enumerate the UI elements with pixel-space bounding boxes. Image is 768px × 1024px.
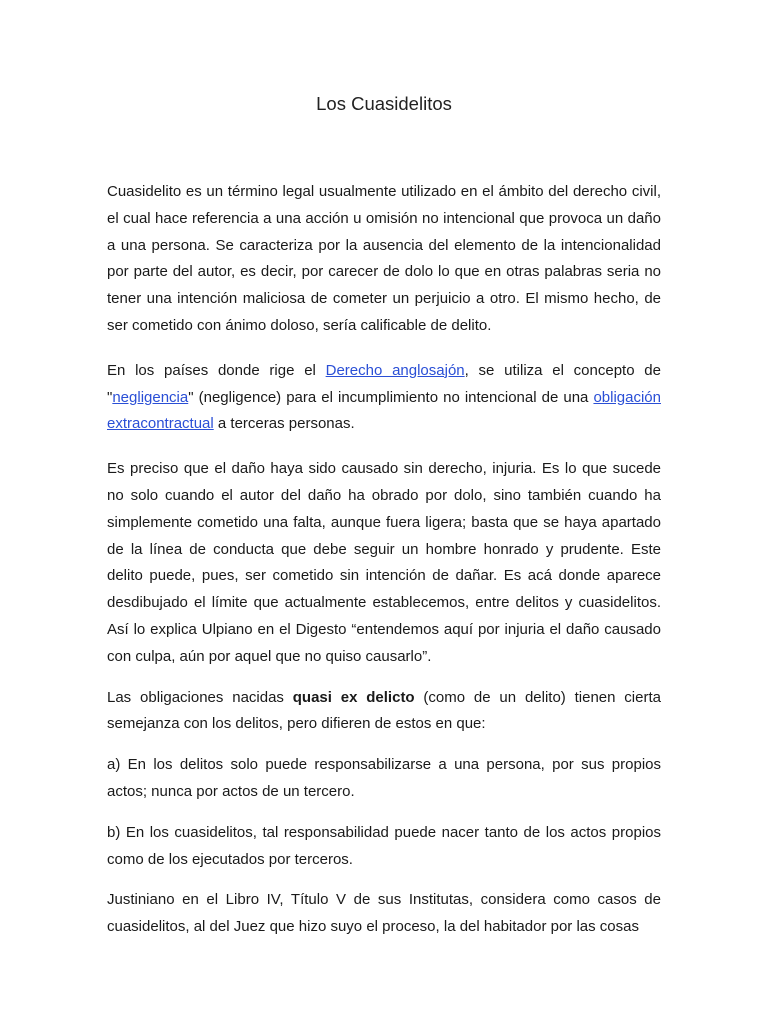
paragraph-anglosajon bbox=[107, 358, 661, 438]
paragraph-definition: Cuasidelito es un término legal usualmente utilizado en el ámbito del derecho civil, el cual hace referencia a una acción u omisión no intencional que provoca un daño a una persona. Se caracteriza por la ausencia del elemento de la intencionalidad por parte del autor, es decir, por carecer de dolo lo que en otras palabras seria no tener una intención maliciosa de cometer un perjuicio a otro. El mismo hecho, de ser cometido con ánimo doloso, sería calificable de delito. bbox=[107, 183, 661, 334]
paragraph-text: " (negligence) para el incumplimiento no intencional de una bbox=[188, 388, 594, 406]
paragraph-quasi-ex-delicto bbox=[107, 685, 661, 739]
paragraph-text: (como de un delito) tienen cierta semejanza con los delitos, pero difieren de estos en que: bbox=[107, 688, 661, 733]
paragraph-injuria: Es preciso que el daño haya sido causado sin derecho, injuria. Es lo que sucede no solo cuando el autor del daño ha obrado por dolo, sino también cuando ha simplemente cometido una falta, aunque fuera ligera; basta que se haya apartado de la línea de conducta que debe seguir un hombre honrado y prudente. Este delito puede, pues, ser cometido sin intención de dañar. Es acá donde aparece desdibujado el límite que actualmente establecemos, entre delitos y cuasidelitos. Así lo explica Ulpiano en el Digesto “entendemos aquí por injuria el daño causado con culpa, aún por aquel que no quiso causarlo”. bbox=[107, 460, 661, 665]
link-obligacion-extracontractual[interactable]: obligación extracontractual bbox=[107, 388, 661, 433]
link-negligencia[interactable]: negligencia bbox=[112, 388, 189, 406]
document-body bbox=[107, 179, 661, 941]
paragraph-text: Las obligaciones nacidas bbox=[107, 688, 293, 706]
paragraph-item-a: a) En los delitos solo puede responsabilizarse a una persona, por sus propios actos; nunca por actos de un tercero. bbox=[107, 756, 661, 800]
paragraph-justiniano: Justiniano en el Libro IV, Título V de sus Institutas, considera como casos de cuasidelitos, al del Juez que hizo suyo el proceso, la del habitador por las cosas bbox=[107, 891, 661, 936]
bold-term: quasi ex delicto bbox=[292, 688, 415, 706]
paragraph-text: , se utiliza el concepto de " bbox=[107, 361, 661, 406]
document-title: Los Cuasidelitos bbox=[316, 93, 452, 114]
paragraph-text: a terceras personas. bbox=[213, 415, 355, 433]
paragraph-text: En los países donde rige el bbox=[107, 361, 326, 379]
link-derecho-anglosajon[interactable]: Derecho anglosajón bbox=[325, 361, 465, 379]
paragraph-item-b: b) En los cuasidelitos, tal responsabilidad puede nacer tanto de los actos propios como de los ejecutados por terceros. bbox=[107, 823, 661, 868]
